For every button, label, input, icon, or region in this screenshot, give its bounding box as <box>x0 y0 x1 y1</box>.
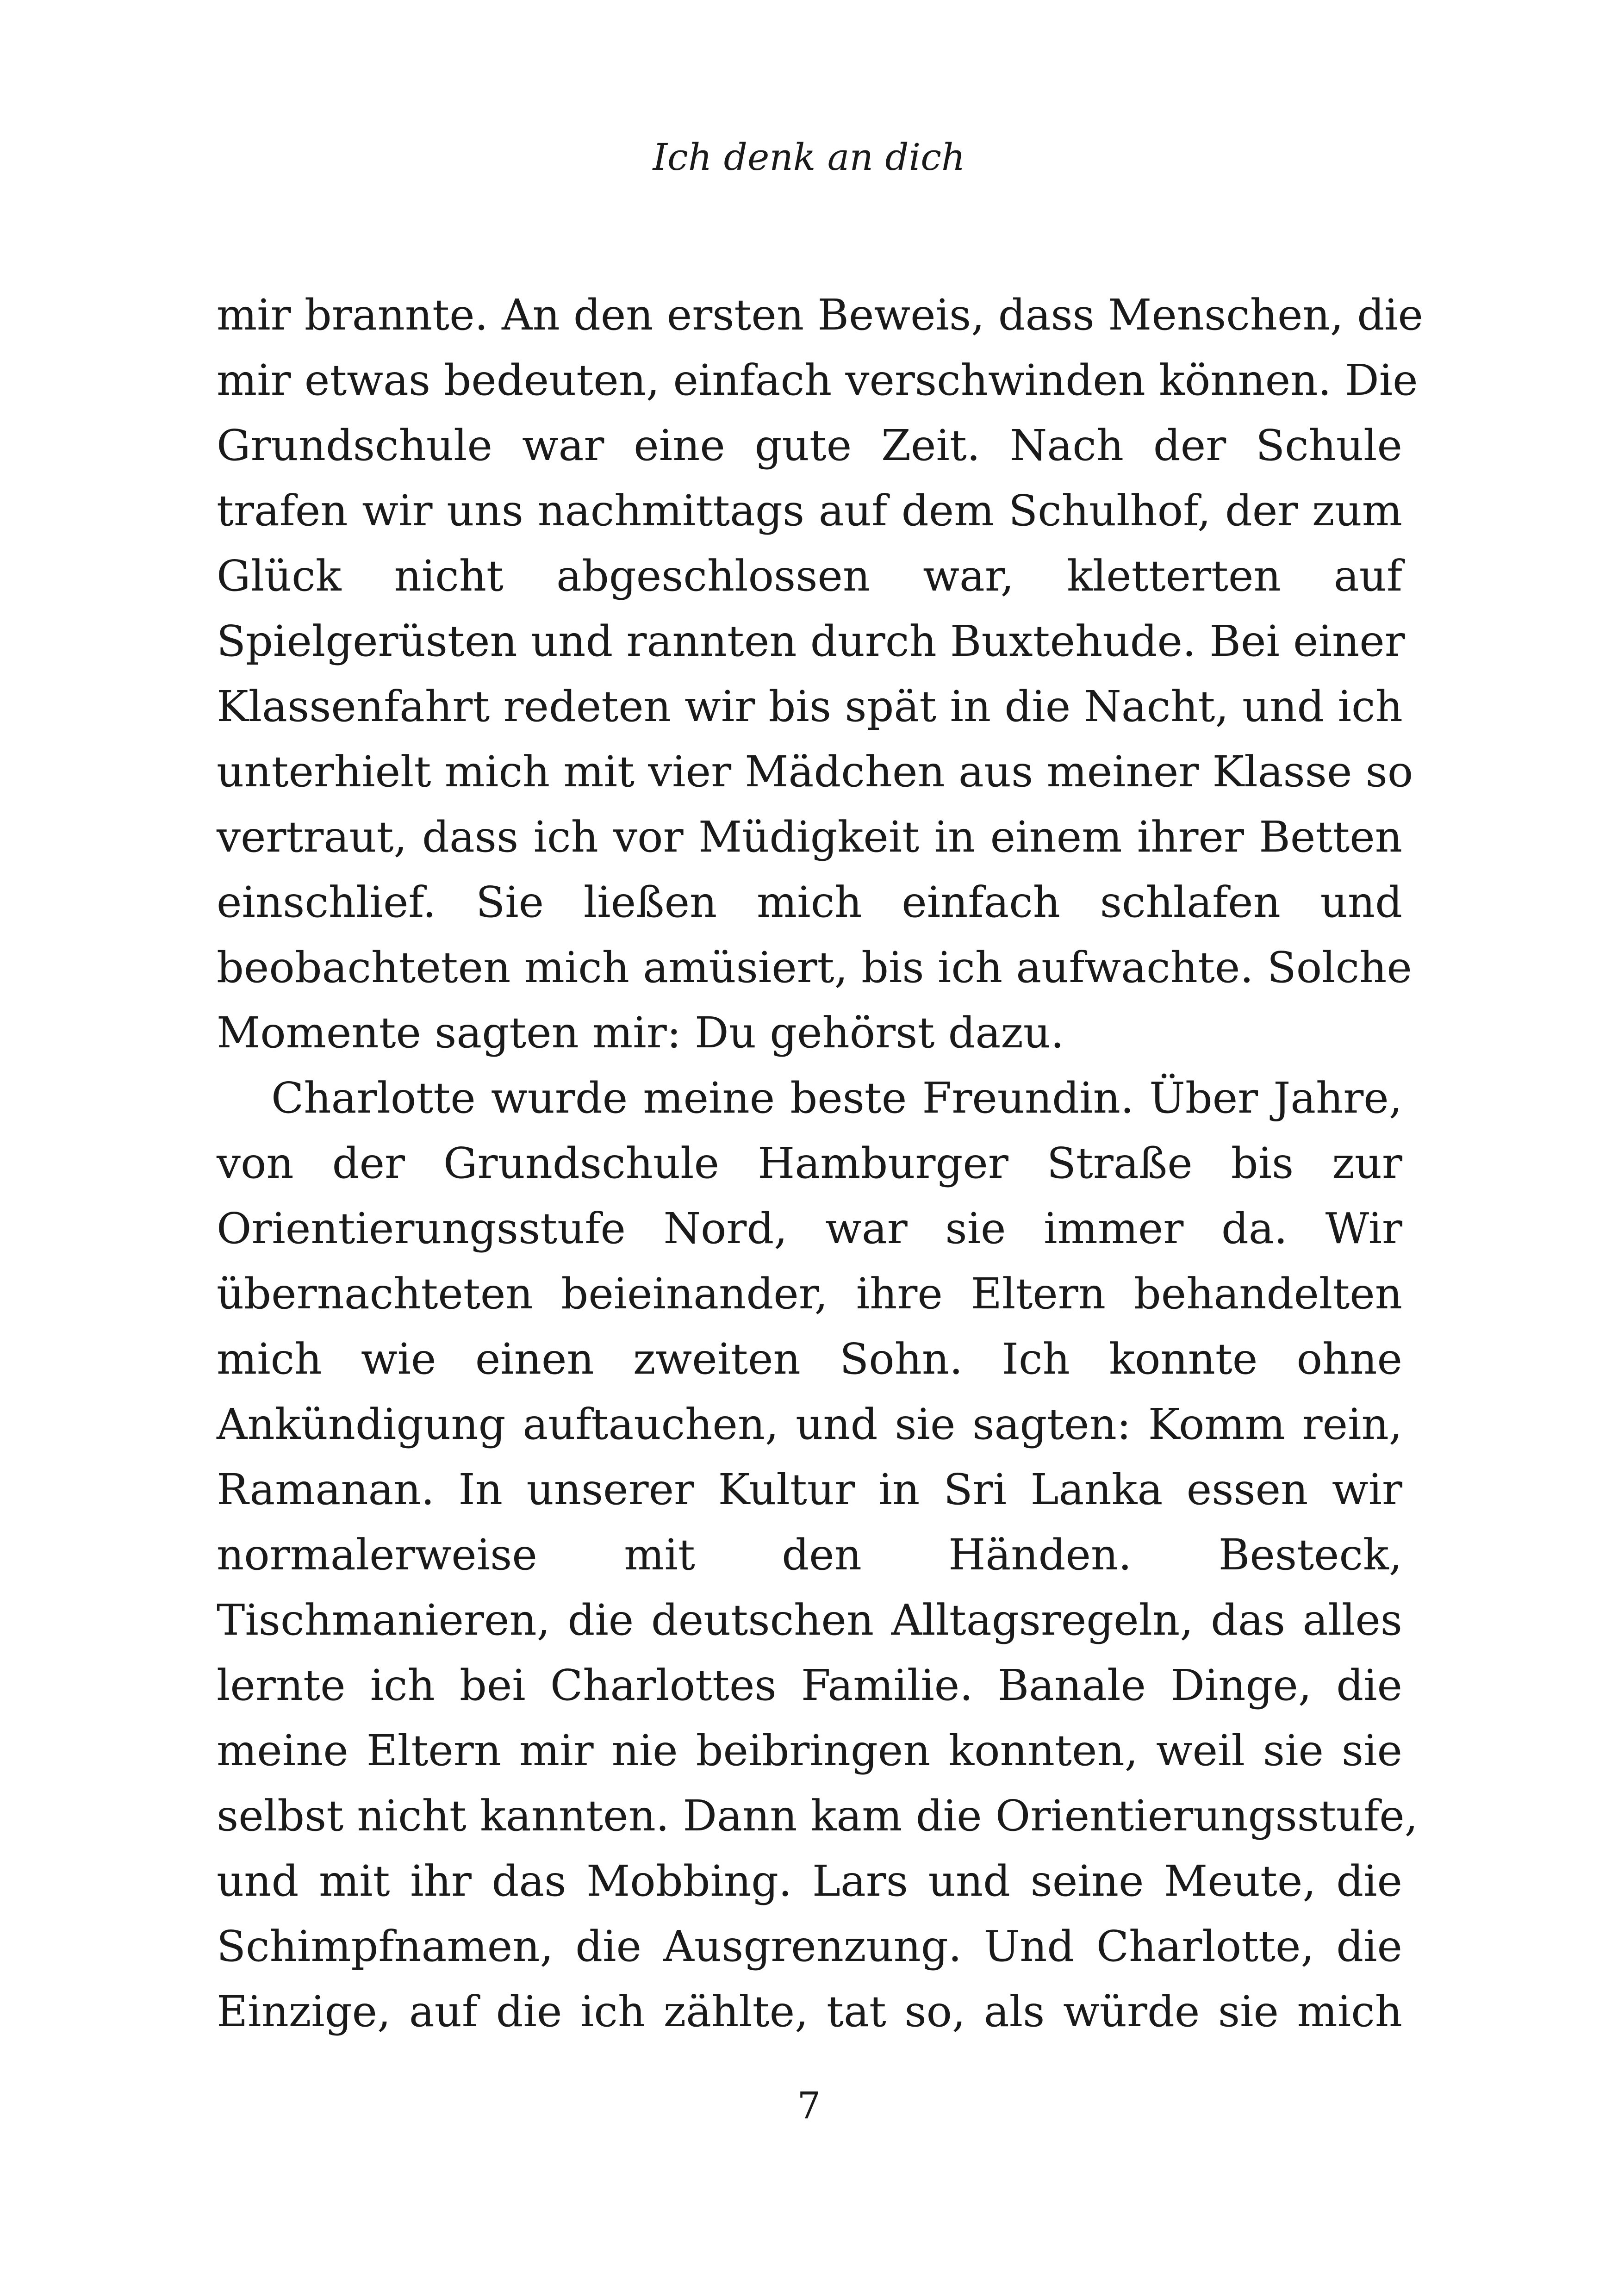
text-line: und mit ihr das Mobbing. Lars und seine Meute, die <box>217 1856 1402 1906</box>
text-line: Spielgerüsten und rannten durch Buxtehude. Bei einer <box>217 616 1405 666</box>
text-line: Schimpfnamen, die Ausgrenzung. Und Charlotte, die <box>217 1922 1402 1971</box>
text-line: mir etwas bedeuten, einfach verschwinden können. Die <box>217 355 1418 405</box>
text-line: Klassenfahrt redeten wir bis spät in die Nacht, und ich <box>217 682 1403 731</box>
text-line: Einzige, auf die ich zählte, tat so, als würde sie mich <box>217 1987 1402 2036</box>
paragraph-2 <box>217 1065 1418 2044</box>
paragraph-1 <box>217 282 1423 1065</box>
text-line: übernachteten beieinander, ihre Eltern behandelten <box>217 1269 1402 1319</box>
text-line: Ankündigung auftauchen, und sie sagten: Komm rein, <box>217 1400 1402 1449</box>
text-line: Ramanan. In unserer Kultur in Sri Lanka essen wir <box>217 1465 1402 1514</box>
text-line: selbst nicht kannten. Dann kam die Orientierungsstufe, <box>217 1791 1418 1841</box>
page-number: 7 <box>797 2084 821 2127</box>
body-text <box>217 282 1423 2044</box>
text-line: mich wie einen zweiten Sohn. Ich konnte ohne <box>217 1334 1402 1384</box>
text-line: Momente sagten mir: Du gehörst dazu. <box>217 1008 1064 1058</box>
text-line: unterhielt mich mit vier Mädchen aus meiner Klasse so <box>217 747 1413 796</box>
text-line: Tischmanieren, die deutschen Alltagsregeln, das alles <box>217 1595 1402 1645</box>
text-line: normalerweise mit den Händen. Besteck, <box>217 1530 1402 1580</box>
text-line: vertraut, dass ich vor Müdigkeit in einem ihrer Betten <box>217 812 1402 862</box>
text-line: mir brannte. An den ersten Beweis, dass Menschen, die <box>217 290 1423 340</box>
text-line: Glück nicht abgeschlossen war, kletterten auf <box>217 551 1402 601</box>
text-line: beobachteten mich amüsiert, bis ich aufwachte. Solche <box>217 943 1412 992</box>
text-line: Orientierungsstufe Nord, war sie immer da. Wir <box>217 1204 1402 1253</box>
text-line: Charlotte wurde meine beste Freundin. Über Jahre, <box>271 1073 1402 1123</box>
text-line: trafen wir uns nachmittags auf dem Schulhof, der zum <box>217 486 1402 535</box>
text-line: meine Eltern mir nie beibringen konnten, weil sie sie <box>217 1726 1402 1775</box>
text-line: einschlief. Sie ließen mich einfach schlafen und <box>217 877 1402 927</box>
text-line: Grundschule war eine gute Zeit. Nach der Schule <box>217 421 1402 470</box>
running-head: Ich denk an dich <box>653 136 965 179</box>
text-line: lernte ich bei Charlottes Familie. Banale Dinge, die <box>217 1661 1402 1710</box>
text-line: von der Grundschule Hamburger Straße bis zur <box>217 1139 1402 1188</box>
